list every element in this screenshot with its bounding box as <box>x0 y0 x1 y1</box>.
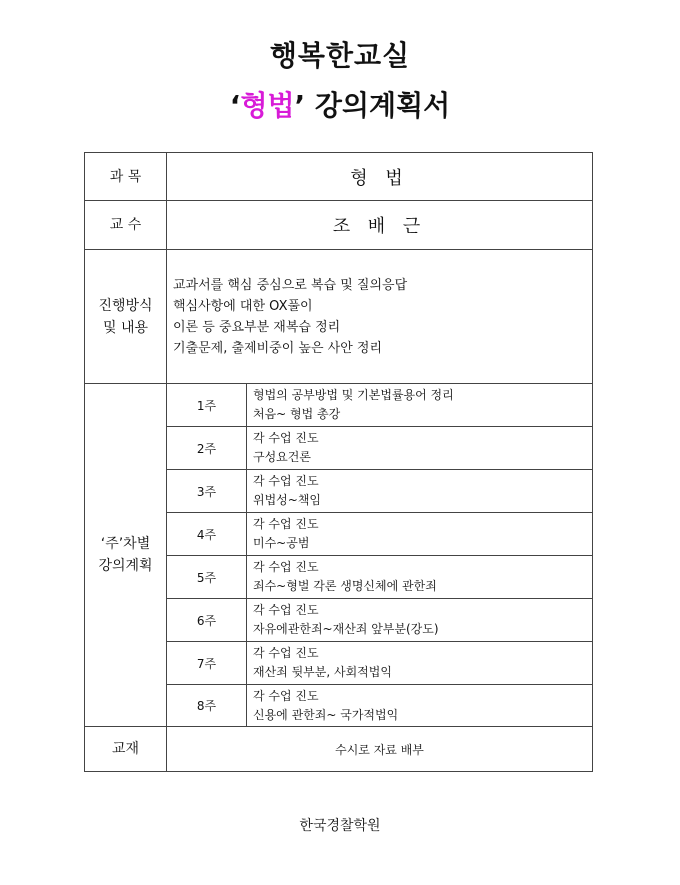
week-line1: 형법의 공부방법 및 기본법률용어 정리 <box>253 388 454 402</box>
week-row <box>85 384 593 427</box>
document-title: 행복한교실 <box>269 39 411 72</box>
subject-row <box>85 153 593 201</box>
method-line: 핵심사항에 대한 OX풀이 <box>173 298 313 314</box>
week-content <box>247 685 593 727</box>
week-line1: 각 수업 진도 <box>253 603 319 617</box>
week-line2: 죄수~형벌 각론 생명신체에 관한죄 <box>253 579 437 593</box>
week-line2: 미수~공범 <box>253 536 310 550</box>
textbook-value: 수시로 자료 배부 <box>167 727 593 772</box>
professor-value: 조 배 근 <box>167 201 593 250</box>
week-content <box>247 642 593 685</box>
method-line: 교과서를 핵심 중심으로 복습 및 질의응답 <box>173 277 408 293</box>
textbook-row <box>85 727 593 772</box>
subtitle-open-quote: ‘ <box>229 89 241 122</box>
subtitle-subject: 형법 <box>240 89 295 122</box>
method-content <box>167 250 593 384</box>
week-content <box>247 599 593 642</box>
week-line2: 구성요건론 <box>253 450 311 464</box>
week-number: 3주 <box>167 470 247 513</box>
academy-name: 한국경찰학원 <box>299 818 381 834</box>
textbook-label: 교재 <box>85 727 167 772</box>
weekly-plan-label <box>85 384 167 727</box>
method-label-line2: 및 내용 <box>102 319 149 336</box>
method-label <box>85 250 167 384</box>
week-number: 4주 <box>167 513 247 556</box>
week-line2: 재산죄 뒷부분, 사회적법익 <box>253 665 392 679</box>
subject-label: 과 목 <box>85 153 167 201</box>
week-content <box>247 470 593 513</box>
week-number: 1주 <box>167 384 247 427</box>
week-line1: 각 수업 진도 <box>253 474 319 488</box>
week-content <box>247 556 593 599</box>
week-number: 5주 <box>167 556 247 599</box>
week-line2: 처음~ 형법 총강 <box>253 407 341 421</box>
week-number: 7주 <box>167 642 247 685</box>
week-line2: 위법성~책임 <box>253 493 322 507</box>
week-line1: 각 수업 진도 <box>253 688 319 703</box>
professor-label: 교 수 <box>85 201 167 250</box>
week-content <box>247 384 593 427</box>
method-label-line1: 진행방식 <box>98 297 153 314</box>
week-line1: 각 수업 진도 <box>253 517 319 531</box>
week-number: 8주 <box>167 685 247 727</box>
week-line1: 각 수업 진도 <box>253 560 319 574</box>
method-line: 이론 등 중요부분 재복습 정리 <box>173 319 341 335</box>
week-line2: 자유에관한죄~재산죄 앞부분(강도) <box>253 622 439 636</box>
week-line1: 각 수업 진도 <box>253 431 319 445</box>
week-line1: 각 수업 진도 <box>253 646 319 660</box>
weekly-label-line1: ‘주’차별 <box>100 536 151 552</box>
method-line: 기출문제, 출제비중이 높은 사안 정리 <box>173 340 383 356</box>
week-number: 2주 <box>167 427 247 470</box>
method-row <box>85 250 593 384</box>
subtitle-rest: ’ 강의계획서 <box>294 89 451 122</box>
weekly-label-line2: 강의계획 <box>98 558 153 574</box>
course-plan-table <box>84 152 593 772</box>
document-subtitle <box>0 84 680 124</box>
week-line2: 신용에 관한죄~ 국가적법익 <box>253 707 399 722</box>
subject-value: 형 법 <box>167 153 593 201</box>
week-content <box>247 427 593 470</box>
week-number: 6주 <box>167 599 247 642</box>
week-content <box>247 513 593 556</box>
professor-row <box>85 201 593 250</box>
